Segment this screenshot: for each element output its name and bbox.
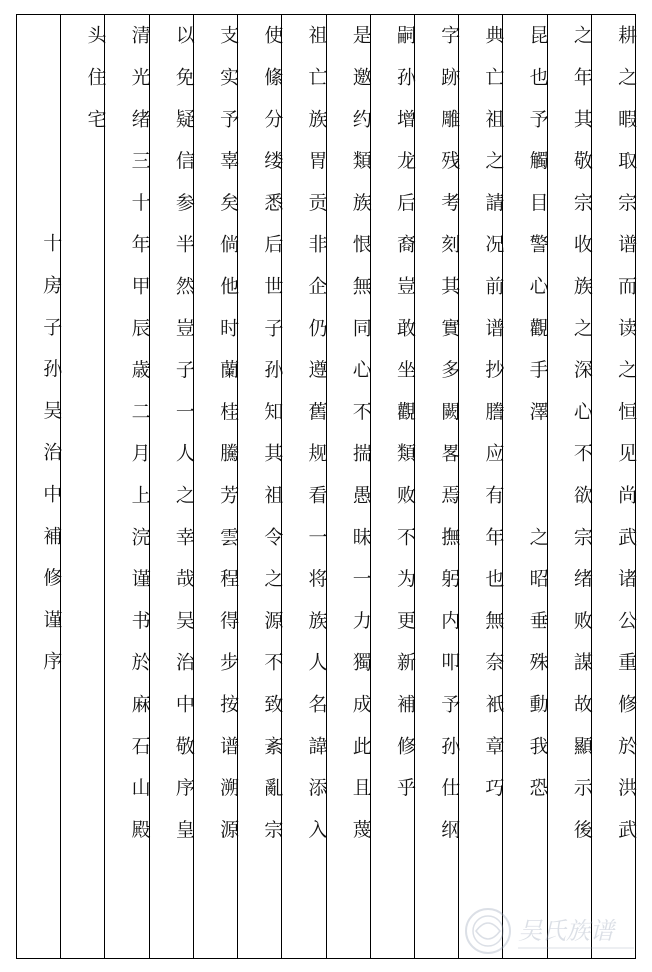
column-text: 支实予辜矣倘他时蘭桂騰芳雲程得步按谱溯源 [217,25,240,861]
column-text: 嗣孙增龙后裔豈敢坐觀類败不为更新補修乎 [393,25,416,820]
watermark-text: 吴氏族谱 [518,917,614,945]
column-12 [502,15,549,958]
column-text: 字跡雕残考刻其實多闕畧焉撫躬内叩予孙仕纲 [438,25,461,861]
column-text: 十房子孙吴治中補修谨序 [40,233,63,693]
column-text: 以免疑信参半然豈子一人之幸哉吴治中敬序皇 [172,25,195,861]
column-10 [414,15,461,958]
column-9 [370,15,414,958]
column-5 [193,15,240,958]
column-text: 是邀约類族恨無同心不揣愚昧一力獨成此且蔑 [349,25,372,861]
column-text: 头住宅 [84,25,107,151]
column-4 [149,15,193,958]
column-text: 祖亡族胃贡非企仍遵舊规看一将族人名諱添入 [305,25,328,861]
column-2 [60,15,107,958]
column-text: 耕之暇取宗谱而读之恒见尚武诸公重修於洪武 [615,25,638,861]
column-text: 之年其敬宗收族之深心不欲宗绪败謀故顯示後 [570,25,593,861]
column-6 [237,15,284,958]
column-14 [591,15,638,958]
column-7 [281,15,328,958]
column-8 [326,15,370,958]
column-text: 昆也予觸目警心觀手澤 之昭垂殊動我恐 [526,25,549,820]
column-text: 清光绪三十年甲辰歳二月上浣谨书於麻石山殿 [128,25,151,861]
column-1 [17,15,63,958]
column-11 [458,15,505,958]
column-13 [547,15,591,958]
document-grid [16,14,636,959]
column-3 [104,15,151,958]
column-text: 使絛分缕悉后世子孙知其祖令之源不致紊亂宗 [261,25,284,861]
column-text: 典亡祖之請况前谱抄謄应有年也無奈衹章巧 [482,25,505,820]
